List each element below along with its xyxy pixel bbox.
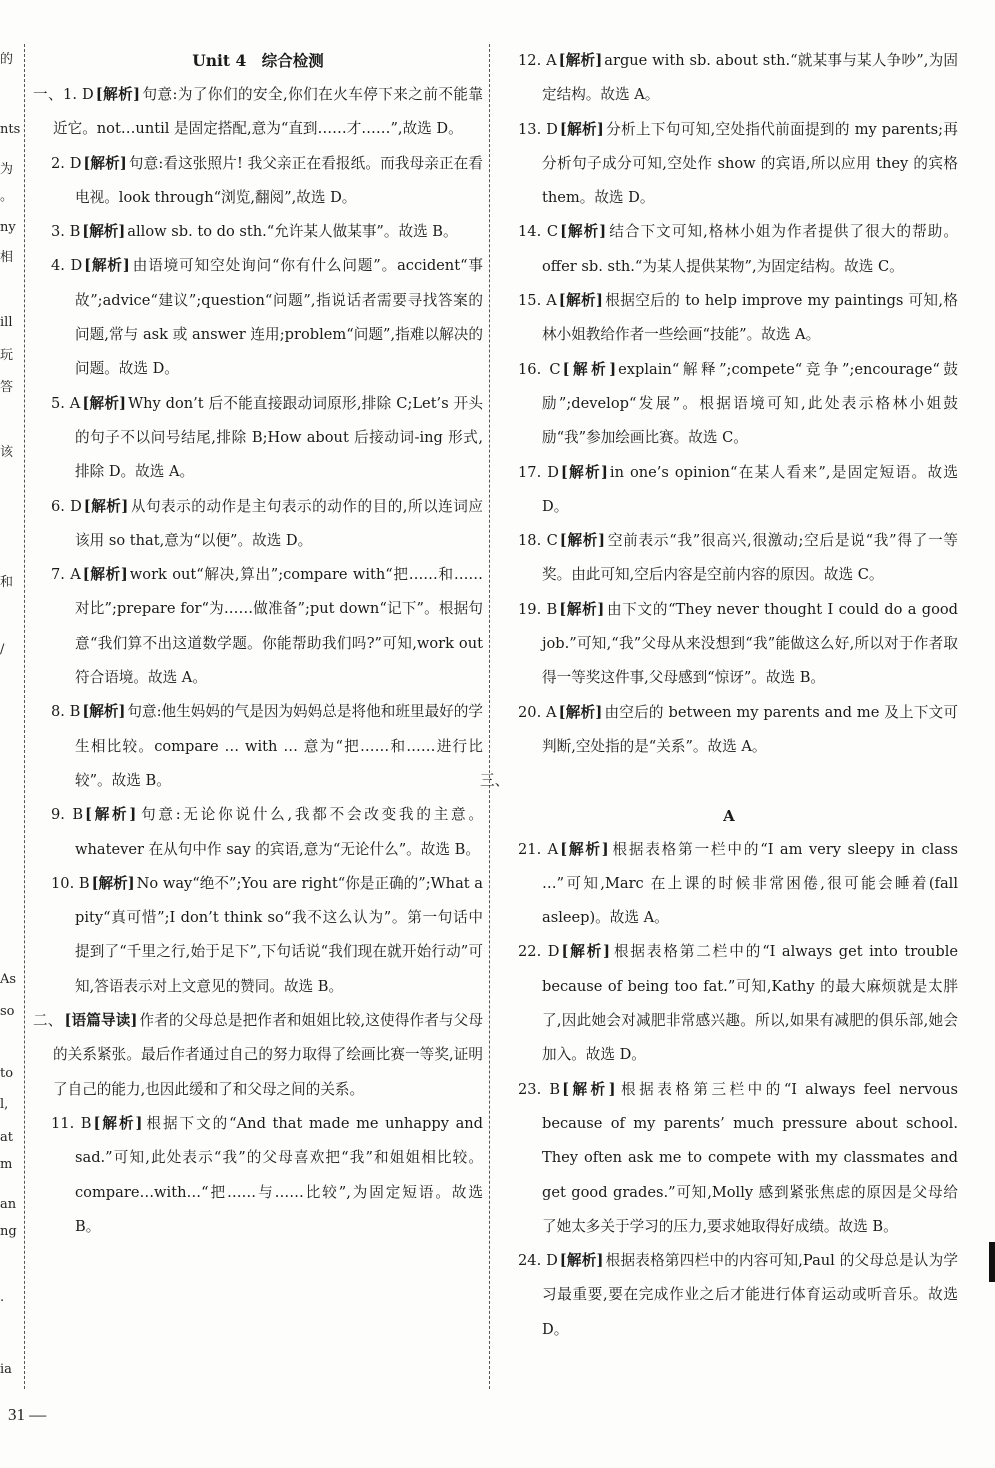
answer-number: 11. B [51, 1114, 92, 1132]
analysis-tag: [解析] [82, 223, 126, 241]
edge-fragment: / [0, 642, 5, 657]
analysis-tag: [解析] [82, 703, 126, 721]
edge-fragment: to [0, 1066, 14, 1081]
edge-fragment: so [0, 1004, 15, 1019]
section-number: 二、 [33, 1012, 63, 1030]
answer-number: 24. D [518, 1252, 558, 1270]
answer-number: 15. A [518, 292, 557, 310]
answer-text: 由语境可知空处询问“你有什么问题”。accident“事故”;advice“建议”;question“问题”,指说话者需要寻找答案的问题,常与 ask 或 answer 连用;problem“问题”,指难以解决的问题。故选 D。 [75, 257, 484, 378]
analysis-tag: [解析] [93, 1114, 143, 1132]
analysis-tag: [解析] [82, 566, 128, 584]
analysis-tag: [解析] [559, 532, 606, 550]
adjacent-page-edge [0, 40, 20, 1400]
edge-fragment: at [0, 1130, 13, 1145]
edge-fragment: 相 [0, 250, 14, 265]
answer-item [500, 353, 958, 456]
answer-number: 23. B [518, 1080, 561, 1098]
analysis-tag: [解析] [83, 154, 127, 172]
edge-tab-marker [989, 1242, 995, 1282]
reading-intro [33, 1004, 483, 1107]
answer-number: 一、1. D [33, 86, 94, 103]
answer-item [500, 284, 958, 353]
center-divider [489, 44, 490, 1389]
analysis-tag: [解析] [558, 52, 603, 69]
answer-number: 13. D [518, 120, 558, 138]
edge-fragment: ia [0, 1362, 12, 1377]
answer-item [500, 456, 958, 525]
answer-item [33, 1107, 483, 1244]
answer-text: 根据空后的 to help improve my paintings 可知,格林小姐教给作者一些绘画“技能”。故选 A。 [542, 292, 958, 344]
answer-number: 5. A [51, 394, 81, 412]
answer-text: 根据表格第四栏中的内容可知,Paul 的父母总是认为学习最重要,要在完成作业之后才能进行体育运动或听音乐。故选 D。 [542, 1252, 958, 1338]
page-number: 31 — [8, 1405, 47, 1424]
edge-fragment: . [0, 1290, 5, 1305]
edge-fragment: m [0, 1157, 13, 1172]
answer-item [33, 215, 483, 249]
answer-item [33, 78, 483, 147]
edge-fragment: 和 [0, 575, 14, 590]
answer-number: 18. C [518, 532, 558, 550]
answer-text: 空前表示“我”很高兴,很激动;空后是说“我”得了一等奖。由此可知,空后内容是空前内容的原因。故选 C。 [542, 532, 959, 584]
answer-text: Why don’t 后不能直接跟动词原形,排除 C;Let’s 开头的句子不以问号结尾,排除 B;How about 后接动词-ing 形式,排除 D。故选 A。 [75, 394, 483, 481]
answer-item [33, 387, 483, 490]
analysis-tag: [解析] [558, 703, 603, 721]
edge-fragment: As [0, 972, 17, 987]
answer-item [33, 490, 483, 559]
analysis-tag: [解析] [82, 394, 127, 412]
answer-text: 由空后的 between my parents and me 及上下文可判断,空处指的是“关系”。故选 A。 [542, 703, 959, 755]
answer-text: in one’s opinion“在某人看来”,是固定短语。故选 D。 [542, 463, 958, 515]
edge-fragment: nts [0, 122, 21, 137]
answer-text: 从句表示的动作是主句表示的动作的目的,所以连词应该用 so that,意为“以便”。故选 D。 [75, 497, 483, 549]
left-divider [24, 44, 25, 1389]
right-column [480, 44, 959, 1347]
answer-text: argue with sb. about sth.“就某事与某人争吵”,为固定结构。故选 A。 [542, 52, 958, 104]
answer-item [33, 695, 483, 798]
answer-text: 分析上下句可知,空处指代前面提到的 my parents;再分析句子成分可知,空处作 show 的宾语,所以应用 they 的宾格 them。故选 D。 [542, 120, 958, 207]
answer-item [500, 833, 958, 936]
answer-number: 22. D [518, 943, 560, 961]
section-three-label: 三、 [480, 772, 510, 790]
edge-fragment: an [0, 1197, 17, 1212]
answer-number: 12. A [518, 52, 557, 69]
analysis-tag: [解析] [95, 86, 141, 103]
analysis-tag: [解析] [561, 943, 611, 961]
analysis-tag: [解析] [560, 840, 609, 858]
answer-item [33, 147, 483, 216]
analysis-tag: [解析] [560, 223, 607, 241]
edge-fragment: l, [0, 1097, 9, 1112]
answer-number: 19. B [518, 600, 558, 618]
analysis-tag: [解析] [85, 806, 137, 824]
answer-item [33, 798, 483, 867]
edge-fragment: 。 [0, 189, 14, 204]
edge-fragment: ill [0, 315, 13, 330]
answer-text: allow sb. to do sth.“允许某人做某事”。故选 B。 [127, 223, 458, 241]
answer-number: 8. B [51, 703, 81, 721]
analysis-tag: [解析] [83, 497, 129, 515]
answer-number: 7. A [51, 566, 81, 584]
answer-number: 14. C [518, 223, 559, 241]
analysis-tag: [解析] [562, 1080, 616, 1098]
answer-text: 句意:为了你们的安全,你们在火车停下来之前不能靠近它。not…until 是固定搭配,意为“直到……才……”,故选 D。 [53, 86, 484, 138]
edge-fragment: 答 [0, 380, 14, 395]
answer-text: explain“解释”;compete“竞争”;encourage“鼓励”;develop“发展”。根据语境可知,此处表示格林小姐鼓励“我”参加绘画比赛。故选 C。 [542, 360, 959, 447]
reading-intro-text: 作者的父母总是把作者和姐姐比较,这使得作者与父母的关系紧张。最后作者通过自己的努力取得了绘画比赛一等奖,证明了自己的能力,也因此缓和了和父母之间的关系。 [53, 1012, 483, 1098]
edge-fragment: 该 [0, 445, 14, 460]
answer-number: 4. D [51, 257, 83, 275]
answer-number: 3. B [51, 223, 81, 241]
answer-text: 句意:无论你说什么,我都不会改变我的主意。whatever 在从句中作 say 的宾语,意为“无论什么”。故选 B。 [75, 806, 483, 858]
answer-text: 句意:他生妈妈的气是因为妈妈总是将他和班里最好的学生相比较。compare … with … 意为“把……和……进行比较”。故选 B。 [75, 703, 484, 789]
answer-text: 结合下文可知,格林小姐为作者提供了很大的帮助。offer sb. sth.“为某人提供某物”,为固定结构。故选 C。 [542, 223, 958, 275]
edge-fragment: 为 [0, 162, 14, 177]
answer-number: 20. A [518, 703, 557, 721]
answer-text: 根据表格第二栏中的“I always get into trouble because of being too fat.”可知,Kathy 的最大麻烦就是太胖了,因此她会对减肥非常感兴趣。所以,如果有减肥的俱乐部,她会加入。故选 D。 [542, 943, 959, 1064]
answer-number: 21. A [518, 840, 559, 858]
answer-text: work out“解决,算出”;compare with“把……和……对比”;prepare for“为……做准备”;put down“记下”。根据句意“我们算不出这道数学题。你能帮助我们吗?”可知,work out 符合语境。故选 A。 [75, 566, 484, 687]
answer-item [500, 696, 958, 765]
answer-number: 16. C [518, 360, 561, 378]
page-title: Unit 4 综合检测 [192, 51, 324, 70]
answer-number: 2. D [51, 154, 82, 172]
answer-text: 根据下文的“And that made me unhappy and sad.”可知,此处表示“我”的父母喜欢把“我”和姐姐相比较。compare…with…“把……与……比较”,为固定短语。故选 B。 [75, 1114, 484, 1235]
analysis-tag: [解析] [91, 874, 135, 892]
analysis-tag: [解析] [560, 463, 608, 481]
analysis-tag: [解析] [559, 120, 604, 138]
answer-item [500, 1073, 958, 1244]
answer-text: 根据表格第三栏中的“I always feel nervous because of my parents’ much pressure about school. They often ask me to compete with my classmates and get good grades.”可知,Molly 感到紧张焦虑的原因是父母给了她太多关于学习的压力,要求她取得好成绩。故选 B。 [542, 1080, 959, 1235]
analysis-tag: [解析] [559, 600, 605, 618]
analysis-tag: [解析] [559, 1252, 604, 1270]
answer-item [500, 113, 958, 216]
answer-number: 17. D [518, 463, 559, 481]
answer-item [33, 249, 483, 386]
answer-item [500, 215, 958, 284]
edge-fragment: 的 [0, 52, 14, 67]
edge-fragment: ny [0, 220, 16, 235]
analysis-tag: [解析] [558, 292, 603, 310]
edge-fragment: ng [0, 1224, 17, 1239]
answer-text: No way“绝不”;You are right“你是正确的”;What a pity“真可惜”;I don’t think so“我不这么认为”。第一句话中提到了“千里之行,始于足下”,下句话说“我们现在就开始行动”可知,答语表示对上文意见的赞同。故选 B。 [75, 874, 483, 995]
left-column [33, 44, 483, 1244]
answer-text: 根据表格第一栏中的“I am very sleepy in class …”可知,Marc 在上课的时候非常困倦,很可能会睡着(fall asleep)。故选 A。 [542, 840, 959, 927]
answer-item [500, 1244, 958, 1347]
answer-item [500, 593, 958, 696]
answer-item [500, 524, 958, 593]
answer-number: 10. B [51, 874, 90, 892]
analysis-tag: [解析] [562, 360, 617, 378]
section-a-heading: A [723, 806, 735, 825]
answer-number: 9. B [51, 806, 84, 824]
answer-item [33, 867, 483, 1004]
edge-fragment: 玩 [0, 348, 14, 363]
reading-tag: [语篇导读] [64, 1012, 138, 1030]
answer-number: 6. D [51, 497, 82, 515]
analysis-tag: [解析] [84, 257, 130, 275]
answer-text: 句意:看这张照片! 我父亲正在看报纸。而我母亲正在看电视。look through“浏览,翻阅”,故选 D。 [75, 154, 483, 206]
answer-text: 由下文的“They never thought I could do a good job.”可知,“我”父母从来没想到“我”能做这么好,所以对于作者取得一等奖这件事,父母感到“惊讶”。故选 B。 [542, 600, 958, 687]
answer-item [500, 44, 958, 113]
answer-item [33, 558, 483, 695]
answer-item [500, 935, 958, 1072]
